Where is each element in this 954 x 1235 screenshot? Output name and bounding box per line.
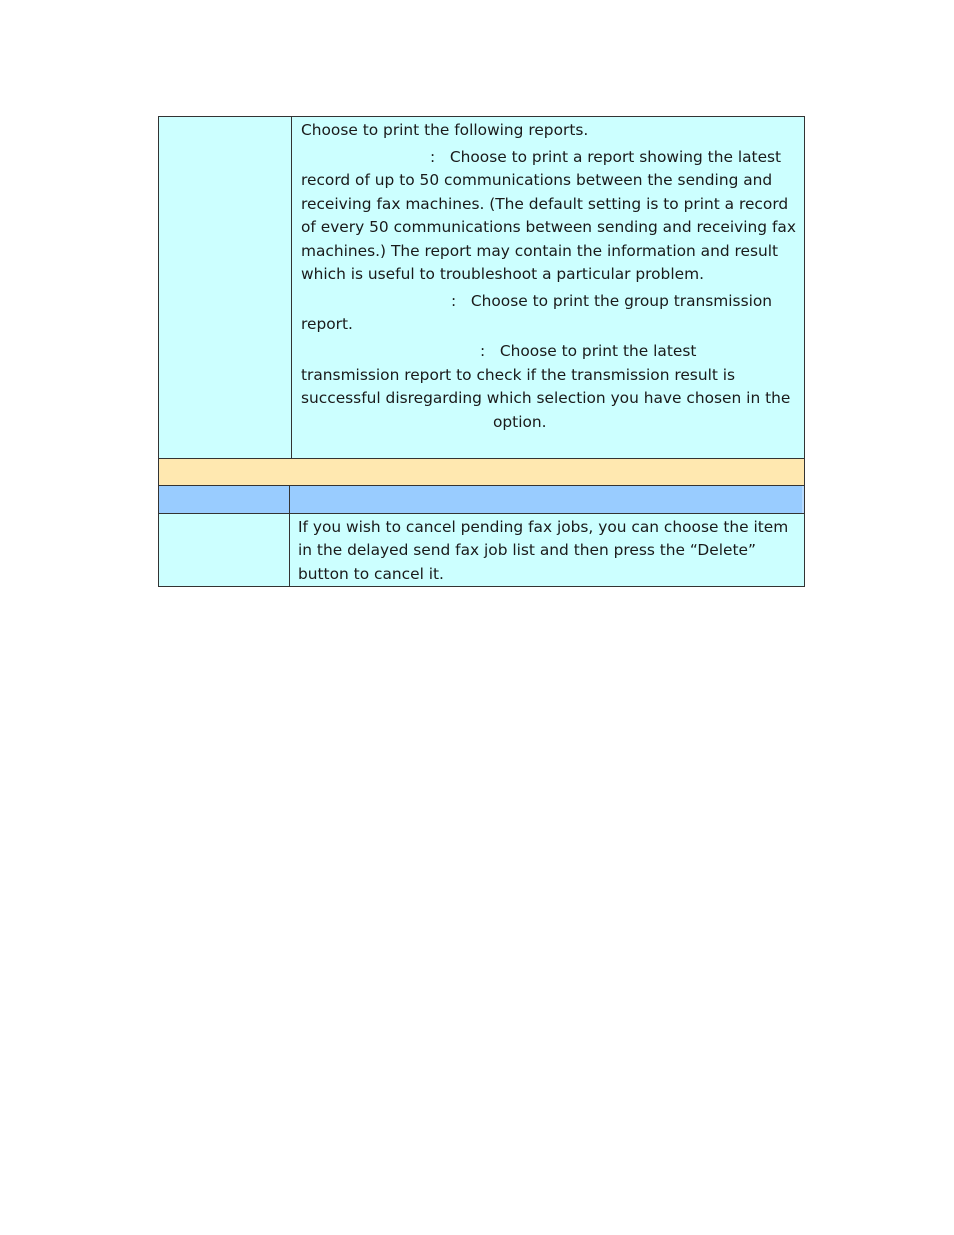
term-separator: : (451, 292, 457, 311)
table-row-cancel-jobs (159, 513, 804, 586)
table-row-print-reports (159, 117, 804, 458)
description-first-line: Choose to print the group transmission (470, 292, 773, 311)
group-report-description (301, 290, 796, 337)
latest-report-description (301, 340, 796, 434)
subheader-label-cell (159, 486, 290, 513)
description-cell (292, 117, 804, 458)
label-cell (159, 514, 290, 586)
description-first-line: Choose to print the latest (499, 342, 697, 361)
communication-report-description (301, 146, 796, 286)
subheader-row (159, 485, 804, 513)
term-separator: : (430, 148, 436, 166)
section-header-row (159, 458, 804, 485)
description-continuation: record of up to 50 communications between the sending and receiving fax machines. (The default setting is to print a record of every 50 communications between sending and receiving fax machines.) The report may contain the information and result which is useful to troubleshoot a particular problem. (301, 171, 796, 284)
description-first-line: Choose to print a report showing the latest (449, 148, 782, 166)
description-continuation: transmission report to check if the transmission result is successful disregarding which selection you have chosen in (301, 365, 761, 408)
term-separator: : (480, 342, 486, 361)
reports-intro: Choose to print the following reports. (301, 121, 589, 139)
subheader-content-cell (290, 486, 804, 513)
description-continuation: report. (301, 315, 353, 334)
description-last-suffix: option. (493, 412, 547, 431)
settings-table (158, 116, 805, 587)
description-last-prefix: the (765, 389, 791, 408)
label-cell (159, 117, 292, 458)
cancel-description-cell: If you wish to cancel pending fax jobs, you can choose the item in the delayed send fax job list and then press the “Delete” button to cancel it. (298, 518, 789, 583)
